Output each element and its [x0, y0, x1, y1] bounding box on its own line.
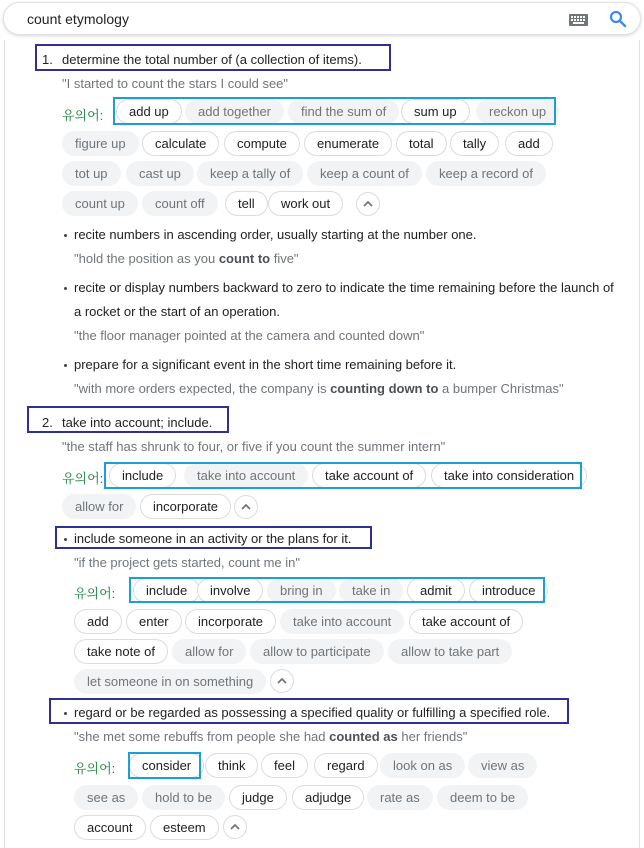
- synonym-chip[interactable]: see as: [74, 785, 138, 810]
- synonym-chip[interactable]: tally: [450, 131, 499, 156]
- synonym-chip[interactable]: judge: [229, 785, 287, 810]
- search-input[interactable]: count etymology: [27, 11, 129, 27]
- dictionary-panel: [4, 40, 640, 848]
- synonym-label: 유의어:: [74, 761, 116, 776]
- synonym-chip[interactable]: allow to participate: [250, 639, 384, 664]
- synonym-chip[interactable]: deem to be: [437, 785, 528, 810]
- search-icon[interactable]: [609, 10, 627, 28]
- synonym-chip[interactable]: reckon up: [476, 99, 559, 124]
- synonym-chip[interactable]: take account of: [409, 609, 523, 634]
- bullet: [64, 712, 67, 715]
- subsense-example: "the floor manager pointed at the camera and counted down": [74, 328, 425, 343]
- search-bar[interactable]: [3, 2, 641, 35]
- chevron-up-icon[interactable]: [234, 495, 258, 519]
- chevron-up-icon[interactable]: [270, 669, 294, 693]
- sense-definition: determine the total number of (a collection of items).: [62, 52, 362, 67]
- bullet: [64, 538, 67, 541]
- synonym-chip[interactable]: adjudge: [292, 785, 364, 810]
- synonym-chip[interactable]: add up: [116, 99, 182, 124]
- sense-example: "I started to count the stars I could see": [62, 76, 289, 91]
- synonym-label: 유의어:: [74, 586, 116, 601]
- synonym-chip[interactable]: calculate: [142, 131, 219, 156]
- subsense-example: "she met some rebuffs from people she had counted as her friends": [74, 729, 468, 744]
- synonym-chip[interactable]: work out: [268, 191, 343, 216]
- sense-example: "the staff has shrunk to four, or five if you count the summer intern": [62, 439, 446, 454]
- subsense-example: "with more orders expected, the company is counting down to a bumper Christmas": [74, 381, 564, 396]
- subsense-definition-continued: a rocket or the start of an operation.: [74, 304, 280, 319]
- synonym-chip[interactable]: cast up: [126, 161, 194, 186]
- subsense-definition: recite or display numbers backward to zero to indicate the time remaining before the launch of: [74, 280, 614, 295]
- synonym-chip[interactable]: include: [133, 578, 200, 603]
- synonym-chip[interactable]: total: [396, 131, 447, 156]
- synonym-chip[interactable]: figure up: [62, 131, 139, 156]
- synonym-chip[interactable]: think: [205, 753, 258, 778]
- synonym-chip[interactable]: tot up: [62, 161, 121, 186]
- synonym-chip[interactable]: take in: [339, 578, 403, 603]
- synonym-chip[interactable]: add: [74, 609, 122, 634]
- synonym-label: 유의어:: [62, 108, 104, 123]
- sense-number: 1.: [42, 52, 53, 67]
- synonym-chip[interactable]: bring in: [267, 578, 336, 603]
- synonym-chip[interactable]: enumerate: [304, 131, 392, 156]
- synonym-chip[interactable]: admit: [407, 578, 465, 603]
- synonym-chip[interactable]: take into account: [280, 609, 404, 634]
- synonym-chip[interactable]: take note of: [74, 639, 168, 664]
- bullet: [64, 234, 67, 237]
- synonym-chip[interactable]: count up: [62, 191, 138, 216]
- synonym-chip[interactable]: introduce: [469, 578, 548, 603]
- synonym-chip[interactable]: let someone in on something: [74, 669, 266, 694]
- synonym-chip[interactable]: consider: [129, 753, 204, 778]
- synonym-label: 유의어:: [62, 471, 104, 486]
- synonym-chip[interactable]: incorporate: [185, 609, 276, 634]
- chevron-up-icon[interactable]: [223, 815, 247, 839]
- chevron-up-icon[interactable]: [356, 192, 380, 216]
- bullet: [64, 287, 67, 290]
- synonym-chip[interactable]: add: [505, 131, 553, 156]
- synonym-chip[interactable]: rate as: [367, 785, 433, 810]
- synonym-chip[interactable]: account: [74, 815, 146, 840]
- keyboard-icon[interactable]: [569, 14, 588, 26]
- synonym-chip[interactable]: view as: [468, 753, 537, 778]
- synonym-chip[interactable]: regard: [314, 753, 378, 778]
- synonym-chip[interactable]: feel: [261, 753, 308, 778]
- subsense-example: "if the project gets started, count me in": [74, 555, 301, 570]
- synonym-chip[interactable]: allow for: [62, 494, 136, 519]
- synonym-chip[interactable]: tell: [225, 191, 268, 216]
- sense-number: 2.: [42, 415, 53, 430]
- synonym-chip[interactable]: enter: [126, 609, 182, 634]
- synonym-chip[interactable]: count off: [142, 191, 218, 216]
- synonym-chip[interactable]: look on as: [380, 753, 465, 778]
- synonym-chip[interactable]: take into consideration: [431, 463, 587, 488]
- synonym-chip[interactable]: allow for: [172, 639, 246, 664]
- synonym-chip[interactable]: take account of: [312, 463, 426, 488]
- synonym-chip[interactable]: keep a tally of: [197, 161, 303, 186]
- synonym-chip[interactable]: esteem: [150, 815, 219, 840]
- synonym-chip[interactable]: incorporate: [140, 494, 231, 519]
- synonym-chip[interactable]: allow to take part: [388, 639, 512, 664]
- synonym-chip[interactable]: hold to be: [142, 785, 225, 810]
- sense-definition: take into account; include.: [62, 415, 213, 430]
- synonym-chip[interactable]: take into account: [184, 463, 308, 488]
- subsense-definition: regard or be regarded as possessing a specified quality or fulfilling a specified role.: [74, 705, 551, 720]
- subsense-definition: recite numbers in ascending order, usually starting at the number one.: [74, 227, 477, 242]
- synonym-chip[interactable]: add together: [185, 99, 284, 124]
- synonym-chip[interactable]: compute: [224, 131, 300, 156]
- synonym-chip[interactable]: find the sum of: [288, 99, 399, 124]
- synonym-chip[interactable]: keep a count of: [307, 161, 422, 186]
- subsense-example: "hold the position as you count to five": [74, 251, 299, 266]
- subsense-definition: include someone in an activity or the plans for it.: [74, 531, 352, 546]
- synonym-chip[interactable]: involve: [197, 578, 263, 603]
- synonym-chip[interactable]: sum up: [401, 99, 470, 124]
- subsense-definition: prepare for a significant event in the short time remaining before it.: [74, 357, 457, 372]
- bullet: [64, 364, 67, 367]
- synonym-chip[interactable]: include: [109, 463, 176, 488]
- synonym-chip[interactable]: keep a record of: [426, 161, 546, 186]
